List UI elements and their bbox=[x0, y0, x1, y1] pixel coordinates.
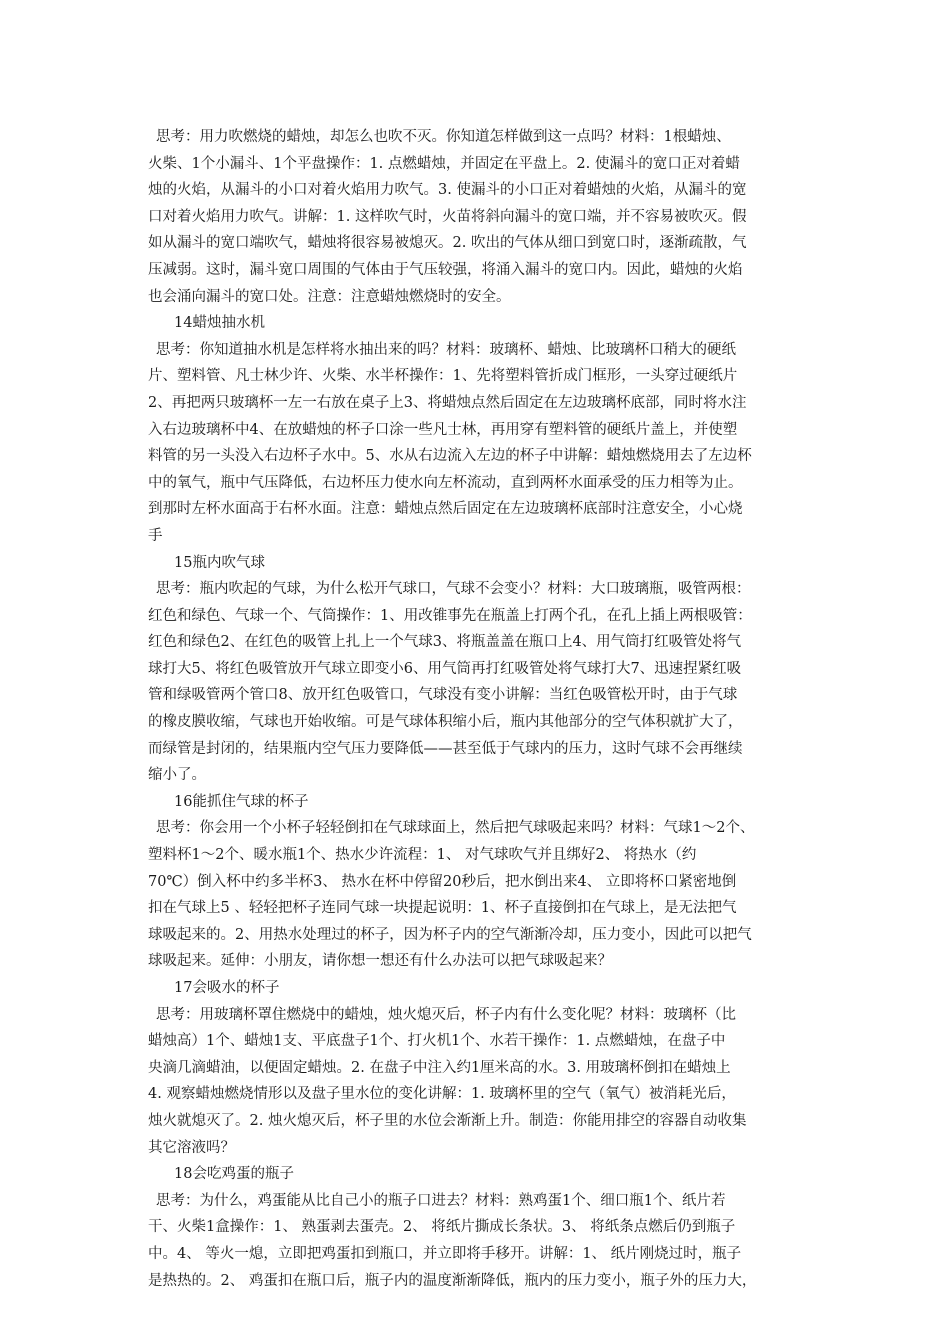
paragraph-line: 到那时左杯水面高于右杯水面。注意：蜡烛点然后固定在左边玻璃杯底部时注意安全，小心烧 bbox=[148, 501, 743, 518]
paragraph-line: 如从漏斗的宽口端吹气，蜡烛将很容易被熄灭。2. 吹出的气体从细口到宽口时，逐渐疏散，气 bbox=[148, 235, 747, 252]
paragraph-line: 火柴、1个小漏斗、1个平盘操作：1. 点燃蜡烛，并固定在平盘上。2. 使漏斗的宽口正对着蜡 bbox=[148, 155, 740, 172]
paragraph-line: 入右边玻璃杯中4、在放蜡烛的杯子口涂一些凡士林，再用穿有塑料管的硬纸片盖上，并使塑 bbox=[148, 421, 738, 438]
paragraph-line: 干、火柴1盒操作：1、 熟蛋剥去蛋壳。2、 将纸片撕成长条状。3、 将纸条点燃后仍到瓶子 bbox=[148, 1219, 736, 1236]
paragraph-line: 球吸起来的。2、用热水处理过的杯子，因为杯子内的空气渐渐冷却，压力变小，因此可以把气 bbox=[148, 926, 752, 943]
paragraph-line: 球吸起来。延伸：小朋友，请你想一想还有什么办法可以把气球吸起来？ bbox=[148, 953, 612, 970]
paragraph-line: 思考：为什么，鸡蛋能从比自己小的瓶子口进去？材料：熟鸡蛋1个、细口瓶1个、纸片若 bbox=[156, 1192, 726, 1209]
paragraph-line: 思考：你知道抽水机是怎样将水抽出来的吗？材料：玻璃杯、蜡烛、比玻璃杯口稍大的硬纸 bbox=[156, 341, 736, 358]
paragraph-line: 管和绿吸管两个管口8、放开红色吸管口，气球没有变小讲解：当红色吸管松开时，由于气球 bbox=[148, 687, 738, 704]
paragraph-line: 思考：你会用一个小杯子轻轻倒扣在气球球面上，然后把气球吸起来吗？材料：气球1～2个、 bbox=[156, 820, 755, 837]
paragraph-line: 思考：瓶内吹起的气球，为什么松开气球口，气球不会变小？材料：大口玻璃瓶，吸管两根： bbox=[156, 581, 751, 598]
section-heading: 15瓶内吹气球 bbox=[174, 554, 265, 571]
paragraph-line: 缩小了。 bbox=[148, 767, 206, 784]
paragraph-line: 蜡烛高）1个、蜡烛1支、平底盘子1个、打火机1个、水若干操作：1. 点燃蜡烛，在盘子中 bbox=[148, 1033, 726, 1050]
paragraph-line: 2、再把两只玻璃杯一左一右放在桌子上3、将蜡烛点然后固定在左边玻璃杯底部，同时将水注 bbox=[148, 394, 747, 411]
paragraph-line: 烛的火焰，从漏斗的小口对着火焰用力吹气。3. 使漏斗的小口正对着蜡烛的火焰，从漏斗的宽 bbox=[148, 182, 747, 199]
section-heading: 17会吸水的杯子 bbox=[174, 980, 280, 996]
paragraph-line: 扣在气球上5 、轻轻把杯子连同气球一块提起说明：1、杯子直接倒扣在气球上，是无法把气 bbox=[148, 900, 737, 917]
paragraph-line: 中。4、 等火一熄，立即把鸡蛋扣到瓶口，并立即将手移开。讲解：1、 纸片刚烧过时，瓶子 bbox=[148, 1245, 742, 1262]
paragraph-line: 红色和绿色、气球一个、气筒操作：1、用改锥事先在瓶盖上打两个孔，在孔上插上两根吸管： bbox=[148, 607, 752, 624]
paragraph-line: 思考：用玻璃杯罩住燃烧中的蜡烛，烛火熄灭后，杯子内有什么变化呢？材料：玻璃杯（比 bbox=[156, 1006, 736, 1023]
paragraph-line: 料管的另一头没入右边杯子水中。5、水从右边流入左边的杯子中讲解：蜡烛燃烧用去了左边杯 bbox=[148, 448, 752, 465]
paragraph-line: 口对着火焰用力吹气。讲解：1. 这样吹气时，火苗将斜向漏斗的宽口端，并不容易被吹灭。假 bbox=[148, 208, 747, 225]
paragraph-line: 片、塑料管、凡士林少许、火柴、水半杯操作：1、先将塑料管折成门框形，一头穿过硬纸片 bbox=[148, 368, 738, 385]
paragraph-line: 而绿管是封闭的，结果瓶内空气压力要降低——甚至低于气球内的压力，这时气球不会再继续 bbox=[148, 740, 743, 757]
paragraph-line: 红色和绿色2、在红色的吸管上扎上一个气球3、将瓶盖盖在瓶口上4、用气筒打红吸管处将气 bbox=[148, 634, 742, 651]
paragraph-line: 手 bbox=[148, 527, 163, 544]
document-page bbox=[148, 124, 808, 1294]
paragraph-line: 烛火就熄灭了。2. 烛火熄灭后，杯子里的水位会渐渐上升。制造：你能用排空的容器自动收集 bbox=[148, 1112, 747, 1129]
paragraph-line: 塑料杯1～2个、暖水瓶1个、热水少许流程：1、 对气球吹气并且绑好2、 将热水（约 bbox=[148, 847, 697, 864]
paragraph-line: 球打大5、将红色吸管放开气球立即变小6、用气筒再打红吸管处将气球打大7、迅速捏紧红吸 bbox=[148, 660, 742, 677]
paragraph-line: 也会涌向漏斗的宽口处。注意：注意蜡烛燃烧时的安全。 bbox=[148, 288, 511, 305]
paragraph-line: 其它溶液吗？ bbox=[148, 1139, 235, 1156]
paragraph-line: 70℃）倒入杯中约多半杯3、 热水在杯中停留20秒后，把水倒出来4、 立即将杯口紧密地倒 bbox=[148, 873, 737, 890]
paragraph-line: 中的氧气，瓶中气压降低，右边杯压力使水向左杯流动，直到两杯水面承受的压力相等为止。 bbox=[148, 474, 743, 491]
paragraph-line: 的橡皮膜收缩，气球也开始收缩。可是气球体积缩小后，瓶内其他部分的空气体积就扩大了， bbox=[148, 714, 743, 731]
paragraph-line: 压减弱。这时，漏斗宽口周围的气体由于气压较强，将涌入漏斗的宽口内。因此，蜡烛的火焰 bbox=[148, 261, 743, 278]
paragraph-line: 央滴几滴蜡油，以便固定蜡烛。2. 在盘子中注入约1厘米高的水。3. 用玻璃杯倒扣在蜡烛上 bbox=[148, 1059, 731, 1076]
paragraph-line: 4. 观察蜡烛燃烧情形以及盘子里水位的变化讲解：1. 玻璃杯里的空气（氧气）被消耗光后， bbox=[148, 1086, 736, 1103]
section-heading: 16能抓住气球的杯子 bbox=[174, 793, 309, 810]
section-heading: 14蜡烛抽水机 bbox=[174, 315, 265, 332]
section-heading: 18会吃鸡蛋的瓶子 bbox=[174, 1166, 294, 1183]
paragraph-line: 是热热的。2、 鸡蛋扣在瓶口后，瓶子内的温度渐渐降低，瓶内的压力变小，瓶子外的压力大， bbox=[148, 1272, 757, 1289]
paragraph-line: 思考：用力吹燃烧的蜡烛，却怎么也吹不灭。你知道怎样做到这一点吗？材料：1根蜡烛、 bbox=[156, 129, 731, 145]
